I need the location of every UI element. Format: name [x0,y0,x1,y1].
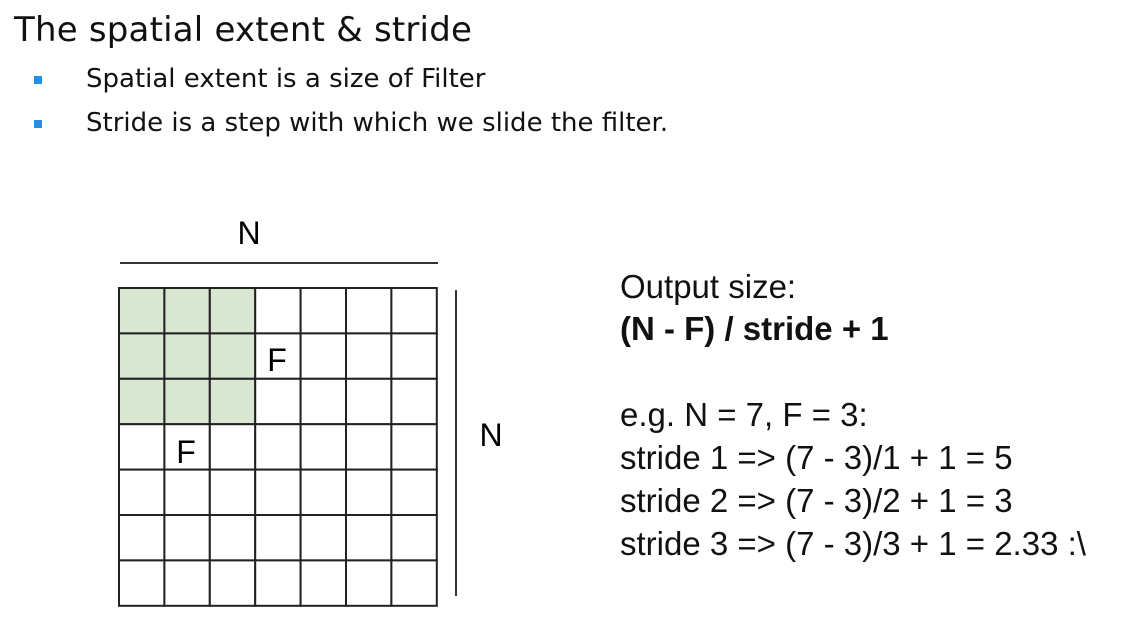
stride-example-3: stride 3 => (7 - 3)/3 + 1 = 2.33 :\ [620,525,1086,562]
grid-cell [210,560,255,605]
grid-cell [301,424,346,469]
grid-cell [119,470,164,515]
input-grid [119,288,437,606]
grid-cell [210,424,255,469]
grid-cell [346,515,391,560]
grid-cell [210,470,255,515]
filter-cell [164,379,209,424]
stride-example-2: stride 2 => (7 - 3)/2 + 1 = 3 [620,482,1013,519]
grid-cell [346,424,391,469]
grid-cell [164,470,209,515]
output-size-heading: Output size: [620,268,797,305]
grid-cell [346,470,391,515]
filter-cell [210,288,255,333]
grid-cell [301,470,346,515]
grid-cell [346,560,391,605]
grid-cell [255,379,300,424]
filter-cell [210,333,255,378]
grid-cell [164,560,209,605]
grid-cell [301,379,346,424]
stride-example-1: stride 1 => (7 - 3)/1 + 1 = 5 [620,439,1013,476]
grid-cell [119,515,164,560]
grid-cell [119,560,164,605]
side-dimension-label: N [479,417,503,453]
filter-cell [119,333,164,378]
bullet-text: Stride is a step with which we slide the filter. [86,108,669,138]
top-dimension-label: N [237,215,261,251]
grid-cell [391,379,436,424]
grid-cell [301,515,346,560]
output-size-formula: (N - F) / stride + 1 [620,310,889,347]
filter-cell [119,379,164,424]
grid-cell [255,515,300,560]
bullet-text: Spatial extent is a size of Filter [86,64,486,94]
filter-cell [210,379,255,424]
slide-title: The spatial extent & stride [14,10,473,50]
grid-cell [391,288,436,333]
example-intro: e.g. N = 7, F = 3: [620,396,868,433]
grid-cell [210,515,255,560]
filter-height-label: F [176,434,196,470]
grid-cell [164,515,209,560]
grid-cell [255,424,300,469]
grid-cell [301,288,346,333]
grid-cell [301,333,346,378]
grid-cell [346,379,391,424]
grid-cell [346,288,391,333]
filter-width-label: F [267,342,287,378]
grid-cell [391,515,436,560]
grid-cell [391,470,436,515]
grid-cell [255,470,300,515]
grid-cell [346,333,391,378]
grid-cell [391,424,436,469]
filter-cell [164,333,209,378]
filter-cell [119,288,164,333]
grid-cell [301,560,346,605]
grid-cell [391,560,436,605]
grid-cell [391,333,436,378]
filter-cell [164,288,209,333]
grid-cell [255,560,300,605]
grid-cell [119,424,164,469]
grid-cell [255,288,300,333]
